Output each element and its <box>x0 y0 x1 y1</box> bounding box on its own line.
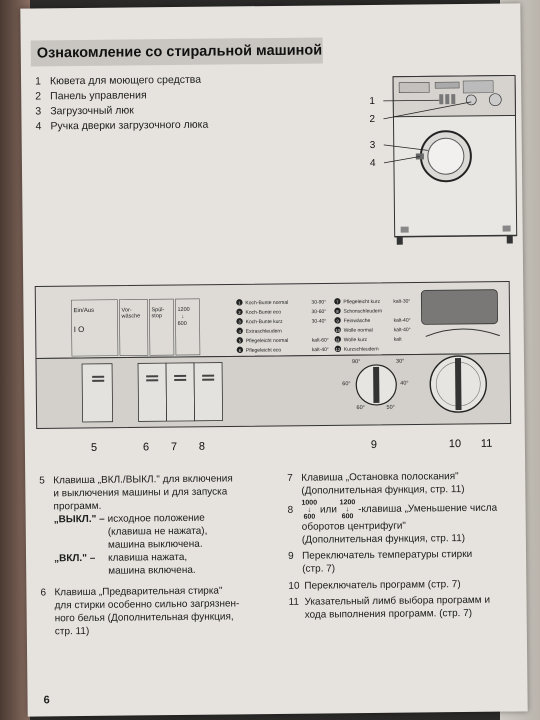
program-temp: kalt-40° <box>311 346 329 354</box>
program-name: Koch-Bunte normal <box>245 299 289 307</box>
program-name: Koch-Bunte kurz <box>245 318 283 326</box>
description-9: 9 Переключатель температуры стирки (стр. 7) <box>287 548 473 575</box>
machine-callout: 4 <box>369 157 376 169</box>
temp-label: 60° <box>342 381 351 388</box>
parts-list-item: 4 Ручка дверки загрузочного люка <box>35 118 209 133</box>
program-name: Wolle normal <box>343 327 373 334</box>
program-name: Schonschleudern <box>343 308 383 315</box>
program-temp: 30-40° <box>311 318 327 325</box>
panel-callout: 7 <box>170 441 178 454</box>
parts-list-item: 3 Загрузочный люк <box>35 104 134 118</box>
description-11: 11 Указательный лимб выбора программ и хода выполнения программ. (стр. 7) <box>288 594 491 621</box>
description-6: 6 Клавиша „Предварительная стирка" для стирки особенно сильно загрязнен- ного белья (Дополнительная функция, стр. 11) <box>40 585 240 638</box>
program-temp: kalt-30° <box>393 298 411 305</box>
temp-label: 90° <box>351 359 361 366</box>
parts-list <box>35 73 208 135</box>
spin-1000-600-symbol: 1000 ↓ 600 <box>301 499 318 521</box>
program-name: Feinwäsche <box>343 317 371 325</box>
program-number: 2 <box>238 309 241 315</box>
washing-machine-illustration <box>343 71 525 263</box>
parts-list-item: 1 Кювета для моющего средства <box>35 73 202 88</box>
program-name: Pflegeleicht normal <box>245 337 289 345</box>
program-name: Extraschleudern <box>245 328 282 335</box>
program-name: Kurzschleudern <box>343 346 379 353</box>
control-panel-illustration <box>33 279 515 430</box>
program-number: 11 <box>335 337 340 343</box>
program-temp: 30-90° <box>311 299 327 306</box>
description-10: 10 Переключатель программ (стр. 7) <box>288 579 461 592</box>
program-number: 1 <box>238 300 241 306</box>
temp-label: 30° <box>395 358 405 365</box>
onoff-symbols: I O <box>73 324 85 335</box>
program-number: 9 <box>336 318 339 324</box>
program-number: 3 <box>238 319 241 325</box>
program-number: 5 <box>238 338 241 344</box>
program-number: 8 <box>336 308 339 314</box>
program-temp: kalt-60° <box>311 337 329 344</box>
parts-list-item: 2 Панель управления <box>35 89 147 103</box>
temp-label: 40° <box>400 380 409 387</box>
program-number: 10 <box>335 327 340 333</box>
program-temp: kalt-40° <box>393 317 411 324</box>
spin-arrow: ↓ <box>181 313 185 320</box>
key-label-spulstop: Spül-stop <box>151 307 165 320</box>
key-label-spin-top: 1200 <box>177 306 190 314</box>
key-label-onoff: Ein/Aus <box>73 307 95 315</box>
panel-callout: 9 <box>370 438 378 451</box>
program-number: 7 <box>336 299 339 305</box>
program-number: 12 <box>335 346 341 352</box>
program-temp: kalt <box>393 336 402 343</box>
panel-callout: 5 <box>90 441 98 454</box>
program-name: Pflegeleicht eco <box>245 347 282 354</box>
manual-page <box>20 3 527 716</box>
program-temp: kalt-40° <box>393 327 411 334</box>
program-number: 6 <box>238 347 242 353</box>
machine-callout: 1 <box>369 95 375 107</box>
description-5: 5 Клавиша „ВКЛ./ВЫКЛ." для включения и выключения машины и для запуска программ. „ВЫКЛ." – исходное положение (клавиша не нажата), машина выключена. „ВКЛ." – клавиша нажата, машина включена. <box>39 473 233 577</box>
program-name: Wolle kurz <box>343 337 368 344</box>
panel-callout: 6 <box>142 441 150 454</box>
description-7: 7 Клавиша „Остановка полоскания" (Дополнительная функция, стр. 11) <box>287 471 465 497</box>
program-number: 4 <box>238 328 241 334</box>
machine-callout: 3 <box>369 139 376 151</box>
section-title: Ознакомление со стиральной машиной <box>31 37 323 66</box>
temp-label: 50° <box>386 404 395 411</box>
spin-1200-600-symbol: 1200 ↓ 600 <box>339 499 356 521</box>
panel-callout: 11 <box>480 437 493 450</box>
program-temp: 30-60° <box>311 308 327 316</box>
key-label-spin-bottom: 600 <box>177 320 187 328</box>
panel-callout: 10 <box>448 438 462 451</box>
program-name: Koch-Bunte eco <box>245 309 282 316</box>
description-8: 8 1000 ↓ 600 или 1200 ↓ 600 -клавиша „Уменьшение числа оборотов центрифуги" (Дополнительная функция, стр. 11) <box>287 499 498 546</box>
temp-label: 60° <box>356 405 365 412</box>
machine-callout: 2 <box>369 113 376 125</box>
page-number: 6 <box>43 694 50 707</box>
key-label-prewash: Vor-wäsche <box>121 307 141 320</box>
panel-callout: 8 <box>198 440 206 453</box>
program-name: Pflegeleicht kurz <box>343 298 381 306</box>
